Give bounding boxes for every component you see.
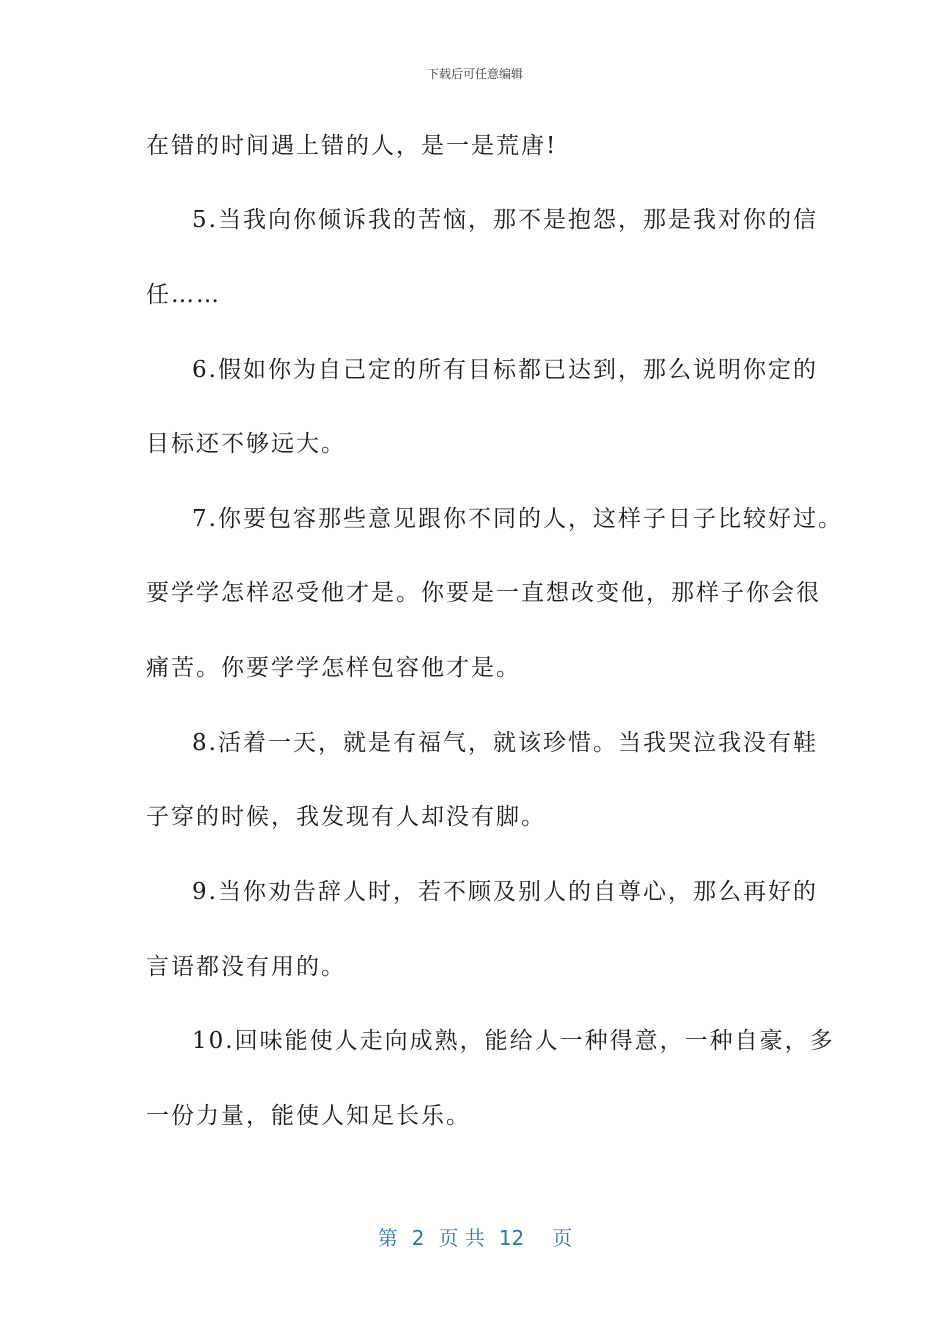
page-header: 下载后可任意编辑 [426,67,523,81]
footer-page-number: 2 [411,1226,425,1250]
text-line-5: 目标还不够远大。 [146,431,346,457]
text-line-14: 一份力量，能使人知足长乐。 [146,1103,471,1129]
text-line-item-5: 5.当我向你倾诉我的苦恼，那不是抱怨，那是我对你的信 [192,207,818,233]
text-line-item-6: 6.假如你为自己定的所有目标都已达到，那么说明你定的 [192,357,818,383]
page-footer [0,1224,950,1252]
text-line-item-9: 9.当你劝告辞人时，若不顾及别人的自尊心，那么再好的 [192,879,818,905]
footer-total-pages: 12 [498,1226,525,1250]
text-line-item-8: 8.活着一天，就是有福气，就该珍惜。当我哭泣我没有鞋 [192,730,818,756]
text-line-10: 子穿的时候，我发现有人却没有脚。 [146,804,546,830]
text-line-1: 在错的时间遇上错的人，是一是荒唐! [146,133,558,159]
footer-suffix: 页 [552,1226,573,1250]
text-line-item-10: 10.回味能使人走向成熟，能给人一种得意，一种自豪，多 [192,1028,835,1054]
text-line-7: 要学学怎样忍受他才是。你要是一直想改变他，那样子你会很 [146,580,821,606]
text-line-12: 言语都没有用的。 [146,954,346,980]
text-line-item-7: 7.你要包容那些意见跟你不同的人，这样子日子比较好过。 [192,506,843,532]
text-line-3: 任…… [146,282,221,308]
footer-prefix: 第 [377,1226,398,1250]
text-line-8: 痛苦。你要学学怎样包容他才是。 [146,655,521,681]
footer-middle: 页 共 [438,1226,485,1250]
